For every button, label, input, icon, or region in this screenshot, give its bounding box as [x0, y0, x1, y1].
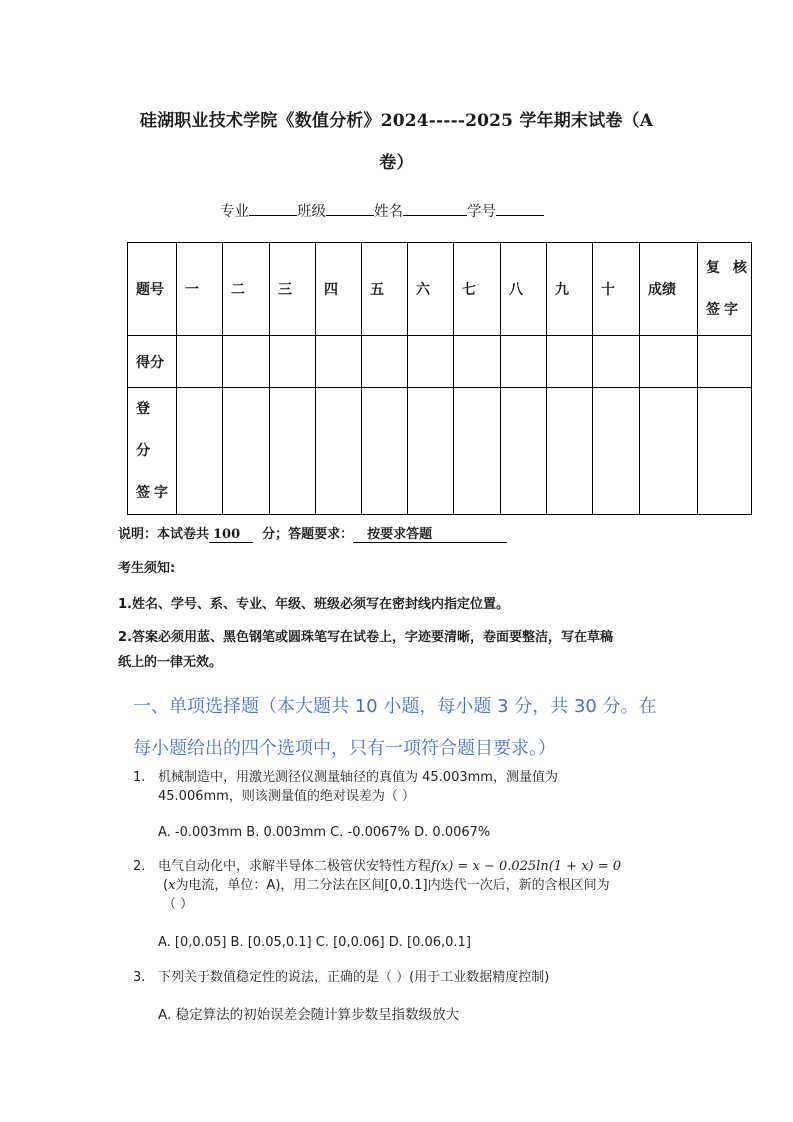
question-3 — [133, 968, 550, 987]
notice-item-2-line2: 纸上的一律无效。 — [118, 655, 223, 670]
score-cell[interactable] — [223, 336, 270, 388]
question-text-part: 为电流，单位：A)，用二分法在区间[0,0.1]内迭代一次后，新的含根区间为 — [175, 878, 610, 893]
review-label-line2: 签字 — [706, 302, 742, 318]
class-field[interactable] — [326, 201, 374, 216]
signer-cell[interactable] — [408, 388, 454, 515]
header-cell: 四 — [316, 243, 362, 336]
notice-title: 考生须知: — [118, 561, 176, 576]
score-cell[interactable] — [316, 336, 362, 388]
answer-requirement-value: 按要求答题 — [367, 527, 433, 542]
question-text — [158, 857, 668, 914]
signer-cell[interactable] — [698, 388, 752, 515]
variable: x — [168, 878, 176, 893]
major-field[interactable] — [249, 201, 297, 216]
signer-label-line2: 签字 — [136, 485, 172, 501]
signer-cell[interactable] — [316, 388, 362, 515]
score-cell[interactable] — [640, 336, 698, 388]
signer-row — [128, 388, 752, 515]
signer-cell[interactable] — [593, 388, 640, 515]
score-cell[interactable] — [454, 336, 501, 388]
score-cell[interactable] — [177, 336, 223, 388]
header-cell: 八 — [501, 243, 547, 336]
score-cell[interactable] — [408, 336, 454, 388]
header-cell: 成绩 — [640, 243, 698, 336]
total-score-value: 100 — [213, 527, 241, 542]
table-header-row — [128, 243, 752, 336]
signer-cell[interactable] — [547, 388, 593, 515]
header-cell: 五 — [362, 243, 408, 336]
header-cell: 三 — [270, 243, 316, 336]
question-number: 3. — [133, 970, 146, 985]
major-label: 专业 — [220, 204, 249, 220]
signer-cell[interactable] — [270, 388, 316, 515]
question-line: 机械制造中，用激光测径仪测量轴径的真值为 45.003mm，测量值为 — [158, 770, 558, 785]
header-cell: 九 — [547, 243, 593, 336]
signer-cell[interactable] — [501, 388, 547, 515]
score-cell[interactable] — [501, 336, 547, 388]
student-info-line — [220, 200, 544, 221]
desc-middle: 分；答题要求： — [262, 527, 354, 542]
header-cell: 六 — [408, 243, 454, 336]
score-cell[interactable] — [362, 336, 408, 388]
student-id-label: 学号 — [467, 204, 496, 220]
exam-title-line2: 卷） — [379, 153, 414, 173]
question-text-part: 电气自动化中，求解半导体二极管伏安特性方程 — [158, 859, 432, 874]
score-cell[interactable] — [270, 336, 316, 388]
section-heading-line1: 一、单项选择题（本大题共 10 小题，每小题 3 分，共 30 分。在 — [133, 696, 657, 717]
question-3-option-a: A. 稳定算法的初始误差会随计算步数呈指数级放大 — [158, 1007, 460, 1023]
question-1 — [133, 768, 558, 804]
question-line: (x为电流，单位：A)，用二分法在区间[0,0.1]内迭代一次后，新的含根区间为 — [163, 878, 610, 893]
question-number: 2. — [133, 859, 146, 874]
review-label-line1: 复 核 — [706, 260, 751, 276]
header-cell: 七 — [454, 243, 501, 336]
score-row — [128, 336, 752, 388]
question-number: 1. — [133, 770, 146, 785]
question-text — [158, 768, 668, 806]
score-cell[interactable] — [593, 336, 640, 388]
answer-requirement-field — [353, 523, 507, 543]
header-cell: 一 — [177, 243, 223, 336]
section-heading-line2: 每小题给出的四个选项中，只有一项符合题目要求。） — [133, 738, 556, 759]
equation: f(x) = x − 0.025ln(1 + x) = 0 — [431, 859, 622, 874]
signer-label-line1: 登 分 — [136, 401, 154, 459]
notice-item-2-line1: 2.答案必须用蓝、黑色钢笔或圆珠笔写在试卷上，字迹要清晰，卷面要整洁，写在草稿 — [118, 630, 613, 645]
score-cell[interactable] — [698, 336, 752, 388]
student-id-field[interactable] — [496, 201, 544, 216]
signer-cell[interactable] — [177, 388, 223, 515]
signer-row-label — [128, 388, 177, 515]
question-text: 下列关于数值稳定性的说法，正确的是（ ）(用于工业数据精度控制) — [158, 970, 550, 985]
question-2 — [133, 857, 622, 912]
review-signature-header — [698, 243, 752, 336]
notice-item-1: 1.姓名、学号、系、专业、年级、班级必须写在密封线内指定位置。 — [118, 597, 509, 612]
question-1-options: A. -0.003mm B. 0.003mm C. -0.0067% D. 0.0067% — [158, 825, 491, 840]
header-cell: 题号 — [128, 243, 177, 336]
desc-prefix: 说明：本试卷共 — [118, 527, 210, 542]
question-line: 45.006mm，则该测量值的绝对误差为（ ） — [158, 789, 415, 804]
name-field[interactable] — [403, 201, 467, 216]
score-row-label: 得分 — [128, 336, 177, 388]
signer-cell[interactable] — [454, 388, 501, 515]
question-line — [158, 857, 668, 876]
question-line: （ ） — [163, 897, 194, 912]
total-score-field — [209, 527, 253, 543]
signer-cell[interactable] — [640, 388, 698, 515]
name-label: 姓名 — [374, 204, 403, 220]
exam-description — [118, 523, 507, 543]
signer-cell[interactable] — [362, 388, 408, 515]
header-cell: 二 — [223, 243, 270, 336]
exam-title-line1: 硅湖职业技术学院《数值分析》2024-----2025 学年期末试卷（A — [139, 111, 654, 131]
score-table — [127, 242, 752, 515]
class-label: 班级 — [297, 204, 326, 220]
header-cell: 十 — [593, 243, 640, 336]
signer-cell[interactable] — [223, 388, 270, 515]
question-2-options: A. [0,0.05] B. [0.05,0.1] C. [0,0.06] D. [0.06,0.1] — [158, 935, 471, 950]
score-cell[interactable] — [547, 336, 593, 388]
